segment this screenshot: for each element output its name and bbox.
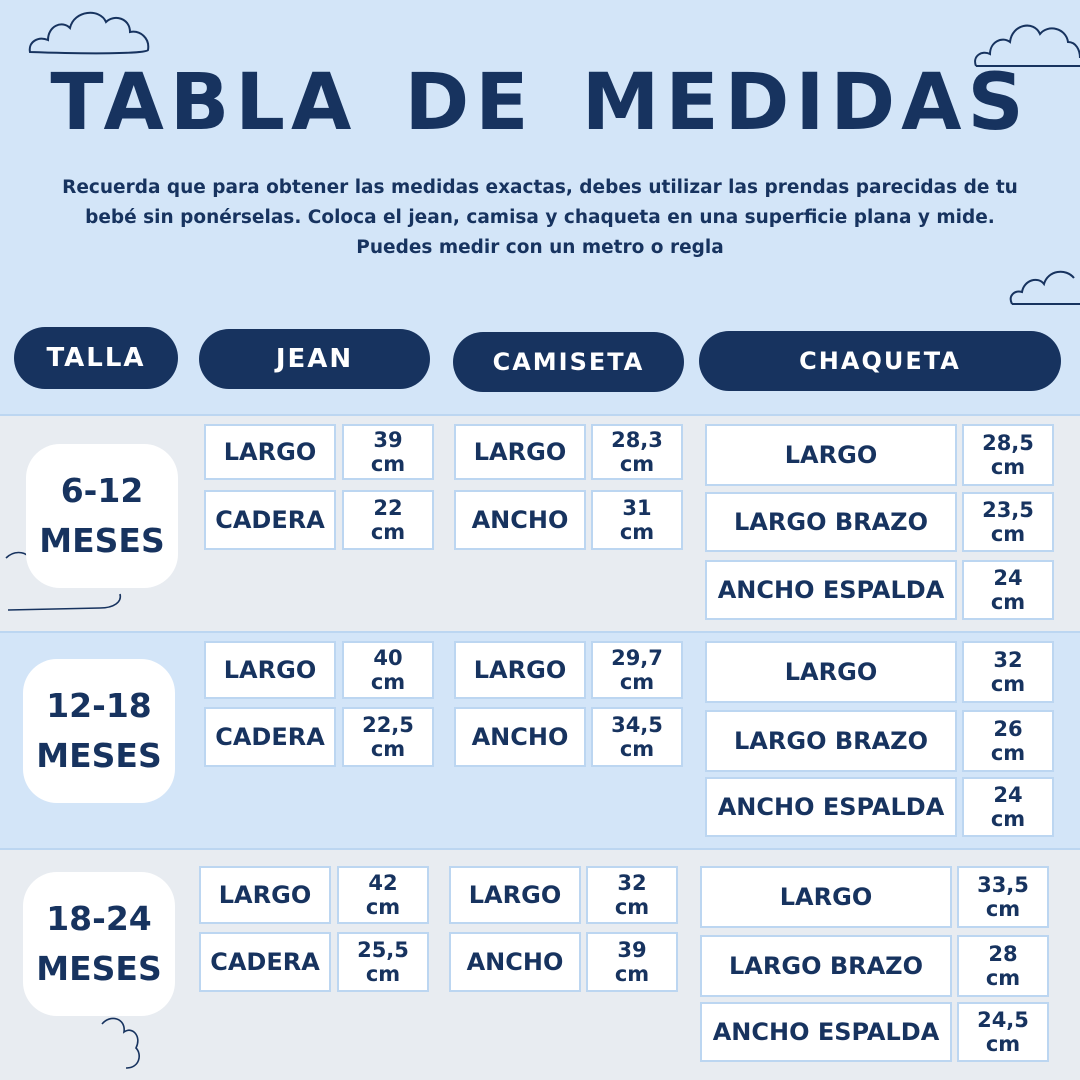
measure-value: 26 (993, 717, 1023, 741)
camiseta-label-cell: LARGO (449, 866, 581, 924)
measure-value: 29,7 (611, 646, 663, 670)
header-jean: JEAN (199, 329, 430, 389)
measure-unit: cm (990, 672, 1026, 696)
measure-value: 22,5 (362, 713, 414, 737)
measure-value: 24 (993, 566, 1023, 590)
cloud-icon (26, 6, 156, 58)
page-title: TABLA DE MEDIDAS (50, 58, 1030, 148)
chaqueta-value-cell (957, 935, 1049, 997)
measure-value: 40 (373, 646, 403, 670)
jean-value-cell (337, 932, 429, 992)
cloud-icon (96, 1014, 146, 1074)
chaqueta-label-cell: ANCHO ESPALDA (705, 777, 957, 837)
cloud-icon (1008, 264, 1080, 308)
chaqueta-value-cell (957, 866, 1049, 928)
chaqueta-label-cell: LARGO (705, 424, 957, 486)
jean-value-cell (342, 490, 434, 550)
measure-value: 39 (373, 428, 403, 452)
chaqueta-value-cell (957, 1002, 1049, 1062)
camiseta-label-cell: ANCHO (454, 707, 586, 767)
talla-badge (26, 444, 178, 588)
measure-unit: cm (985, 966, 1021, 990)
measure-unit: cm (619, 520, 655, 544)
measure-value: 28 (988, 942, 1018, 966)
measure-unit: cm (370, 737, 406, 761)
talla-range: 12-18 (46, 686, 152, 725)
camiseta-value-cell (591, 424, 683, 480)
jean-value-cell (342, 424, 434, 480)
talla-unit: MESES (39, 521, 165, 560)
measure-value: 28,5 (982, 431, 1034, 455)
measure-value: 24,5 (977, 1008, 1029, 1032)
chaqueta-label-cell: ANCHO ESPALDA (700, 1002, 952, 1062)
header-chaqueta: CHAQUETA (699, 331, 1061, 391)
camiseta-label-cell: ANCHO (454, 490, 586, 550)
measure-value: 33,5 (977, 873, 1029, 897)
measure-unit: cm (990, 807, 1026, 831)
camiseta-label-cell: ANCHO (449, 932, 581, 992)
measure-value: 31 (622, 496, 652, 520)
camiseta-label-cell: LARGO (454, 424, 586, 480)
jean-label-cell: LARGO (199, 866, 331, 924)
chaqueta-label-cell: LARGO BRAZO (705, 492, 957, 552)
jean-label-cell: LARGO (204, 641, 336, 699)
measure-unit: cm (614, 895, 650, 919)
measure-unit: cm (614, 962, 650, 986)
camiseta-value-cell (586, 932, 678, 992)
chaqueta-value-cell (962, 424, 1054, 486)
chaqueta-value-cell (962, 560, 1054, 620)
header-camiseta: CAMISETA (453, 332, 684, 392)
talla-unit: MESES (36, 949, 162, 988)
chaqueta-label-cell: ANCHO ESPALDA (705, 560, 957, 620)
jean-value-cell (337, 866, 429, 924)
measure-unit: cm (370, 670, 406, 694)
talla-badge (23, 872, 175, 1016)
measure-unit: cm (619, 737, 655, 761)
measure-value: 34,5 (611, 713, 663, 737)
jean-label-cell: CADERA (204, 707, 336, 767)
talla-unit: MESES (36, 736, 162, 775)
measure-unit: cm (370, 520, 406, 544)
talla-range: 6-12 (60, 471, 144, 510)
chaqueta-value-cell (962, 492, 1054, 552)
talla-badge (23, 659, 175, 803)
measure-value: 32 (993, 648, 1023, 672)
measure-unit: cm (365, 895, 401, 919)
measure-value: 42 (368, 871, 398, 895)
measure-value: 23,5 (982, 498, 1034, 522)
jean-label-cell: CADERA (204, 490, 336, 550)
chaqueta-label-cell: LARGO BRAZO (705, 710, 957, 772)
measure-value: 28,3 (611, 428, 663, 452)
chaqueta-value-cell (962, 710, 1054, 772)
camiseta-value-cell (586, 866, 678, 924)
measure-unit: cm (990, 455, 1026, 479)
camiseta-value-cell (591, 641, 683, 699)
jean-label-cell: LARGO (204, 424, 336, 480)
camiseta-label-cell: LARGO (454, 641, 586, 699)
intro-line: bebé sin ponérselas. Coloca el jean, camisa y chaqueta en una superficie plana y mide. (85, 207, 995, 228)
intro-line: Puedes medir con un metro o regla (356, 237, 724, 258)
measure-value: 25,5 (357, 938, 409, 962)
jean-value-cell (342, 641, 434, 699)
camiseta-value-cell (591, 490, 683, 550)
measure-unit: cm (619, 452, 655, 476)
chaqueta-value-cell (962, 641, 1054, 703)
measure-value: 24 (993, 783, 1023, 807)
measure-unit: cm (619, 670, 655, 694)
measure-unit: cm (365, 962, 401, 986)
measure-unit: cm (990, 522, 1026, 546)
intro-text (20, 173, 1060, 263)
measure-value: 39 (617, 938, 647, 962)
measure-unit: cm (985, 897, 1021, 921)
measure-unit: cm (990, 590, 1026, 614)
measure-unit: cm (990, 741, 1026, 765)
camiseta-value-cell (591, 707, 683, 767)
measure-unit: cm (985, 1032, 1021, 1056)
intro-line: Recuerda que para obtener las medidas exactas, debes utilizar las prendas parecidas de tu (62, 177, 1018, 198)
chaqueta-value-cell (962, 777, 1054, 837)
chaqueta-label-cell: LARGO BRAZO (700, 935, 952, 997)
jean-label-cell: CADERA (199, 932, 331, 992)
chaqueta-label-cell: LARGO (705, 641, 957, 703)
measure-unit: cm (370, 452, 406, 476)
header-talla: TALLA (14, 327, 178, 389)
talla-range: 18-24 (46, 899, 152, 938)
measure-value: 22 (373, 496, 403, 520)
chaqueta-label-cell: LARGO (700, 866, 952, 928)
jean-value-cell (342, 707, 434, 767)
measure-value: 32 (617, 871, 647, 895)
